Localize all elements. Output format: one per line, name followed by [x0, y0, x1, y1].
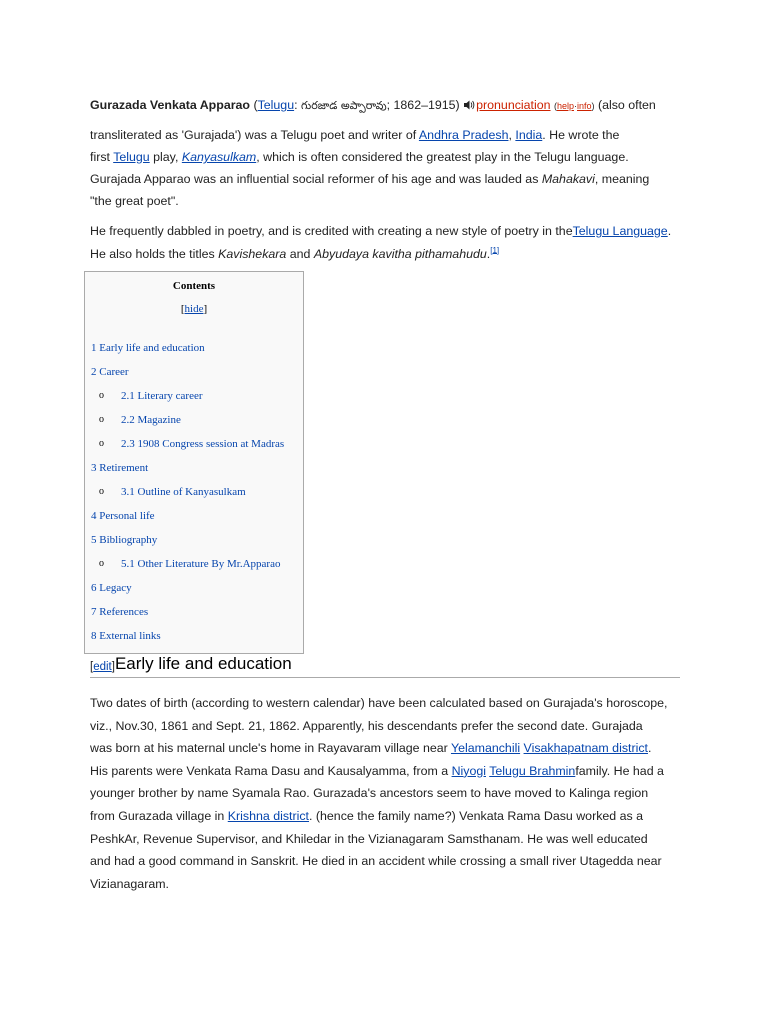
toc-item-bibliography[interactable]: 5 Bibliography — [91, 534, 158, 546]
early-life-paragraph — [90, 692, 685, 895]
article-subject: Gurazada Venkata Apparao — [90, 98, 250, 112]
kanyasulkam-link[interactable]: Kanyasulkam — [181, 150, 257, 164]
niyogi-link[interactable]: Niyogi — [451, 763, 486, 778]
telugu-link-2[interactable]: Telugu — [113, 150, 150, 164]
body-line-1: Two dates of birth (according to western calendar) have been calculated based on Gurajada's horoscope, — [90, 696, 668, 710]
body-line-8: and had a good command in Sanskrit. He died in an accident while crossing a small river Utagedda near — [90, 854, 662, 869]
body-line-2: viz., Nov.30, 1861 and Sept. 21, 1862. Apparently, his descendants prefer the second date. Gurajada — [90, 718, 643, 733]
toc-title: Contents — [172, 280, 216, 292]
body-line-4: His parents were Venkata Rama Dasu and Kausalyamma, from a Niyogi Telugu Brahminfamily. He had a — [90, 763, 664, 778]
body-line-7: PeshkAr, Revenue Supervisor, and Khiledar in the Vizianagaram Samsthanam. He was well educated — [90, 831, 648, 846]
toc-item-references[interactable]: 7 References — [91, 606, 149, 618]
second-paragraph: He frequently dabbled in poetry, and is credited with creating a new style of poetry in theTelugu Language. He also holds the titles Kavishekara and Abyudaya kavitha pithamahudu.[1] — [90, 224, 672, 261]
intro-line-4: Gurajada Apparao was an influential social reformer of his age and was lauded as Mahakavi, meaning — [90, 172, 650, 186]
toc-hide-link[interactable]: hide — [184, 303, 204, 315]
speaker-icon[interactable] — [464, 100, 475, 110]
edit-section-link[interactable]: edit — [93, 661, 112, 673]
telugu-brahmin-link[interactable]: Telugu Brahmin — [489, 763, 576, 778]
india-link[interactable]: India — [515, 128, 543, 142]
help-info-links: (help·info) — [553, 101, 595, 111]
intro-paragraph — [90, 94, 690, 212]
help-link[interactable]: help — [556, 101, 574, 111]
pronunciation-link[interactable]: pronunciation — [476, 98, 551, 112]
toc-item-personal-life[interactable]: 4 Personal life — [91, 510, 155, 522]
toc-hide-control: [hide] — [180, 303, 208, 315]
andhra-pradesh-link[interactable]: Andhra Pradesh — [418, 128, 509, 142]
body-line-5: younger brother by name Syamala Rao. Gurazada's ancestors seem to have moved to Kalinga region — [90, 786, 649, 801]
telugu-language-link[interactable]: Telugu Language — [572, 224, 668, 238]
toc-item-career[interactable]: 2 Career — [91, 366, 129, 378]
body-line-3: was born at his maternal uncle's home in Rayavaram village near Yelamanchili Visakhapatnam district. — [90, 741, 652, 756]
section-heading-early-life — [90, 654, 680, 678]
toc-item-retirement[interactable]: 3 Retirement — [91, 462, 149, 474]
intro-line-2: transliterated as 'Gurajada') was a Telugu poet and writer of Andhra Pradesh, India. He wrote the — [90, 128, 620, 142]
visakhapatnam-link[interactable]: Visakhapatnam district — [523, 741, 648, 756]
telugu-script-name: గురజాడ అప్పారావు — [300, 99, 387, 112]
article-intro — [90, 94, 690, 265]
intro-line-5: "the great poet". — [90, 194, 179, 208]
krishna-district-link[interactable]: Krishna district — [227, 808, 310, 823]
intro-line-1: Gurazada Venkata Apparao (Telugu: గురజాడ అప్పారావు; 1862–1915) pronunciation (help·info) (also often — [90, 98, 656, 112]
table-of-contents: Contents [hide] 1 Early life and education 2 Career o 2.1 Literary career o 2.2 Magazine o 2.3 1908 Congress session at Madras 3 Retirement o 3.1 Outline of Kanyasulkam 4 Personal life 5 Bibliography o 5.1 Other Literature By Mr.Apparao 6 Legacy 7 References 8 External links — [84, 271, 304, 654]
section-heading-text: Early life and education — [114, 654, 292, 673]
body-line-9: Vizianagaram. — [90, 876, 169, 891]
toc-item-early-life[interactable]: 1 Early life and education — [91, 342, 205, 354]
toc-item-external-links[interactable]: 8 External links — [91, 630, 161, 642]
toc-item-legacy[interactable]: 6 Legacy — [91, 582, 132, 594]
yelamanchili-link[interactable]: Yelamanchili — [450, 741, 521, 756]
info-link[interactable]: info — [577, 101, 592, 111]
reference-link-1[interactable]: [1] — [490, 245, 500, 255]
edit-section-control: [edit] — [90, 661, 115, 673]
telugu-link[interactable]: Telugu — [257, 98, 295, 112]
body-line-6: from Gurazada village in Krishna district. (hence the family name?) Venkata Rama Dasu worked as a — [90, 808, 644, 823]
intro-line-3: first Telugu play, Kanyasulkam, which is often considered the greatest play in the Telugu language. — [90, 150, 629, 164]
